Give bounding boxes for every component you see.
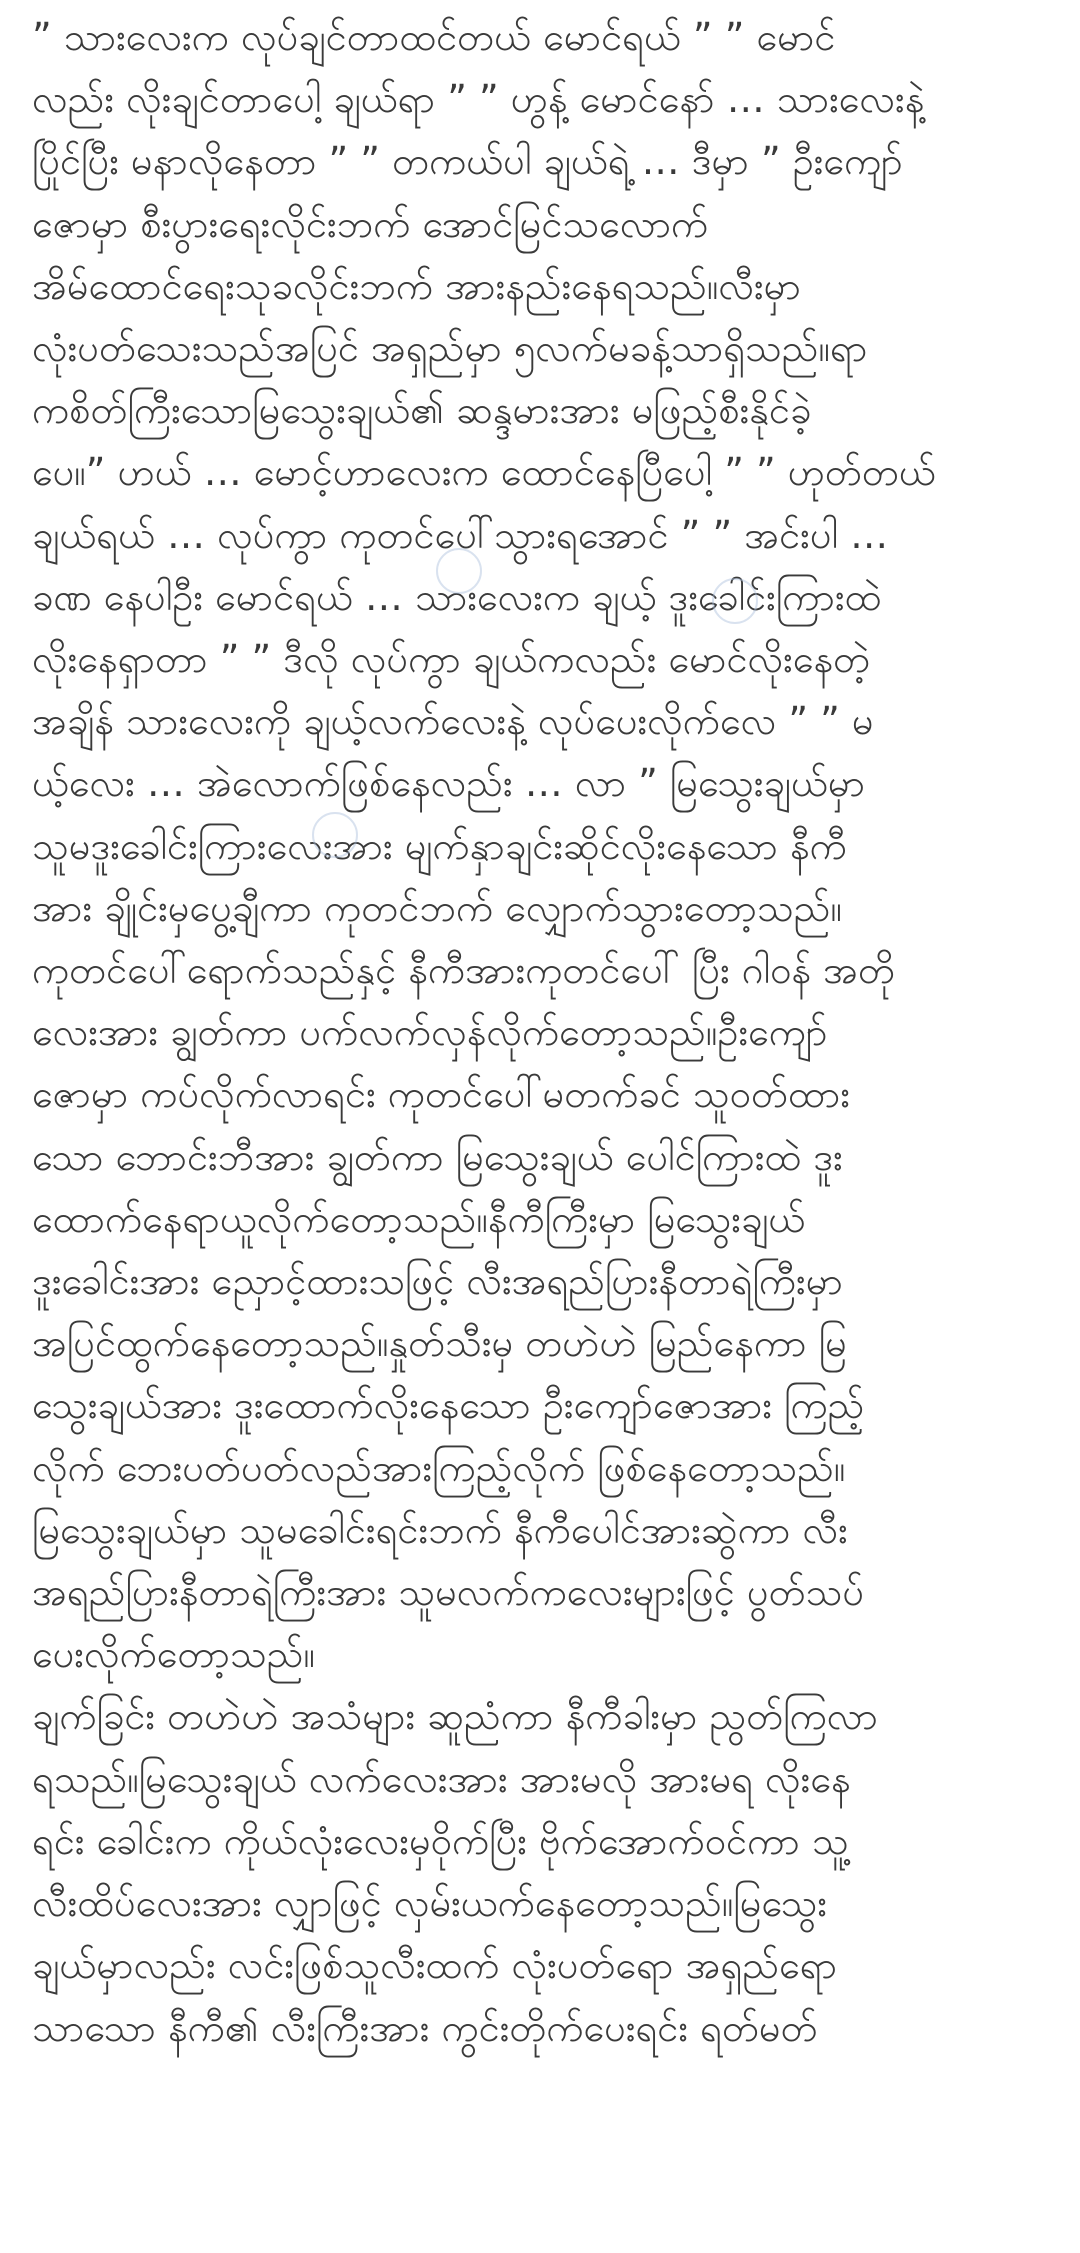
scroll-indicator-ring — [712, 578, 758, 624]
paragraph: ” သားလေးက လုပ်ချင်တာထင်တယ် မောင်ရယ် ” ” မောင် လည်း လိုးချင်တာပေါ့ ချယ်ရာ ” ” ဟွန့် မောင်နော် … သားလေးနဲ့ ပြိုင်ပြီး မနာလိုနေတာ ” ” တကယ်ပါ ချယ်ရဲ့ … ဒီမှာ ” ဦးကျော် ဇောမှာ စီးပွားရေးလိုင်းဘက် အောင်မြင်သလောက် အိမ်ထောင်ရေးသုခလိုင်းဘက် အားနည်းနေရသည်။လီးမှာ လုံးပတ်သေးသည်အပြင် အရှည်မှာ ၅လက်မခန့်သာရှိသည်။ရာ ကစိတ်ကြီးသောမြသွေးချယ်၏ ဆန္ဒမားအား မဖြည့်စီးနိုင်ခဲ့ ပေ။” ဟယ် … မောင့်ဟာလေးက ထောင်နေပြီပေါ့ ” ” ဟုတ်တယ် ချယ်ရယ် … လုပ်ကွာ ကုတင်ပေါ်သွားရအောင် ” ” အင်းပါ … ခဏ နေပါဦး မောင်ရယ် … သားလေးက ချယ့် ဒူးခေါင်းကြားထဲ လိုးနေရှာတာ ” ” ဒီလို လုပ်ကွာ ချယ်ကလည်း မောင်လိုးနေတဲ့ အချိန် သားလေးကို ချယ့်လက်လေးနဲ့ လုပ်ပေးလိုက်လေ ” ” မ ယ့်လေး … အဲလောက်ဖြစ်နေလည်း … လာ ” မြသွေးချယ်မှာ သူမဒူးခေါင်းကြားလေးအား မျက်နှာချင်းဆိုင်လိုးနေသော နီကီ အား ချိုင်းမှပွေ့ချီကာ ကုတင်ဘက် လျှောက်သွားတော့သည်။ ကုတင်ပေါ်ရောက်သည်နှင့် နီကီအားကုတင်ပေါ် ပြီး ဂါဝန် အတို လေးအား ချွတ်ကာ ပက်လက်လှန်လိုက်တော့သည်။ဦးကျော် ဇောမှာ ကပ်လိုက်လာရင်း ကုတင်ပေါ်မတက်ခင် သူဝတ်ထား သော ဘောင်းဘီအား ချွတ်ကာ မြသွေးချယ် ပေါင်ကြားထဲ ဒူး ထောက်နေရာယူလိုက်တော့သည်။နီကီကြီးမှာ မြသွေးချယ် ဒူးခေါင်းအား ညှောင့်ထားသဖြင့် လီးအရည်ပြားနီတာရဲကြီးမှာ အပြင်ထွက်နေတော့သည်။နှုတ်သီးမှ တဟဲဟဲ မြည်နေကာ မြ သွေးချယ်အား ဒူးထောက်လိုးနေသော ဦးကျော်ဇောအား ကြည့် လိုက် ဘေးပတ်ပတ်လည်အားကြည့်လိုက် ဖြစ်နေတော့သည်။ မြသွေးချယ်မှာ သူမခေါင်းရင်းဘက် နီကီပေါင်အားဆွဲကာ လီး အရည်ပြားနီတာရဲကြီးအား သူမလက်ကလေးများဖြင့် ပွတ်သပ် ပေးလိုက်တော့သည်။ — [32, 15, 936, 1677]
scroll-indicator-ring — [436, 548, 482, 594]
paragraph: ချက်ခြင်း တဟဲဟဲ အသံများ ဆူညံကာ နီကီခါးမှာ ညွတ်ကြလာ ရသည်။မြသွေးချယ် လက်လေးအား အားမလို အားမရ လိုးနေ ရင်း ခေါင်းက ကိုယ်လုံးလေးမှဝိုက်ပြီး ဗိုက်အောက်ဝင်ကာ သူ့ လီးထိပ်လေးအား လျှာဖြင့် လှမ်းယက်နေတော့သည်။မြသွေး ချယ်မှာလည်း လင်းဖြစ်သူလီးထက် လုံးပတ်ရော အရှည်ရော သာသော နီကီ၏ လီးကြီးအား ကွင်းတိုက်ပေးရင်း ရတ်မတ် — [32, 1694, 879, 2050]
story-text — [32, 6, 1048, 2059]
scroll-indicator-ring — [312, 812, 358, 858]
